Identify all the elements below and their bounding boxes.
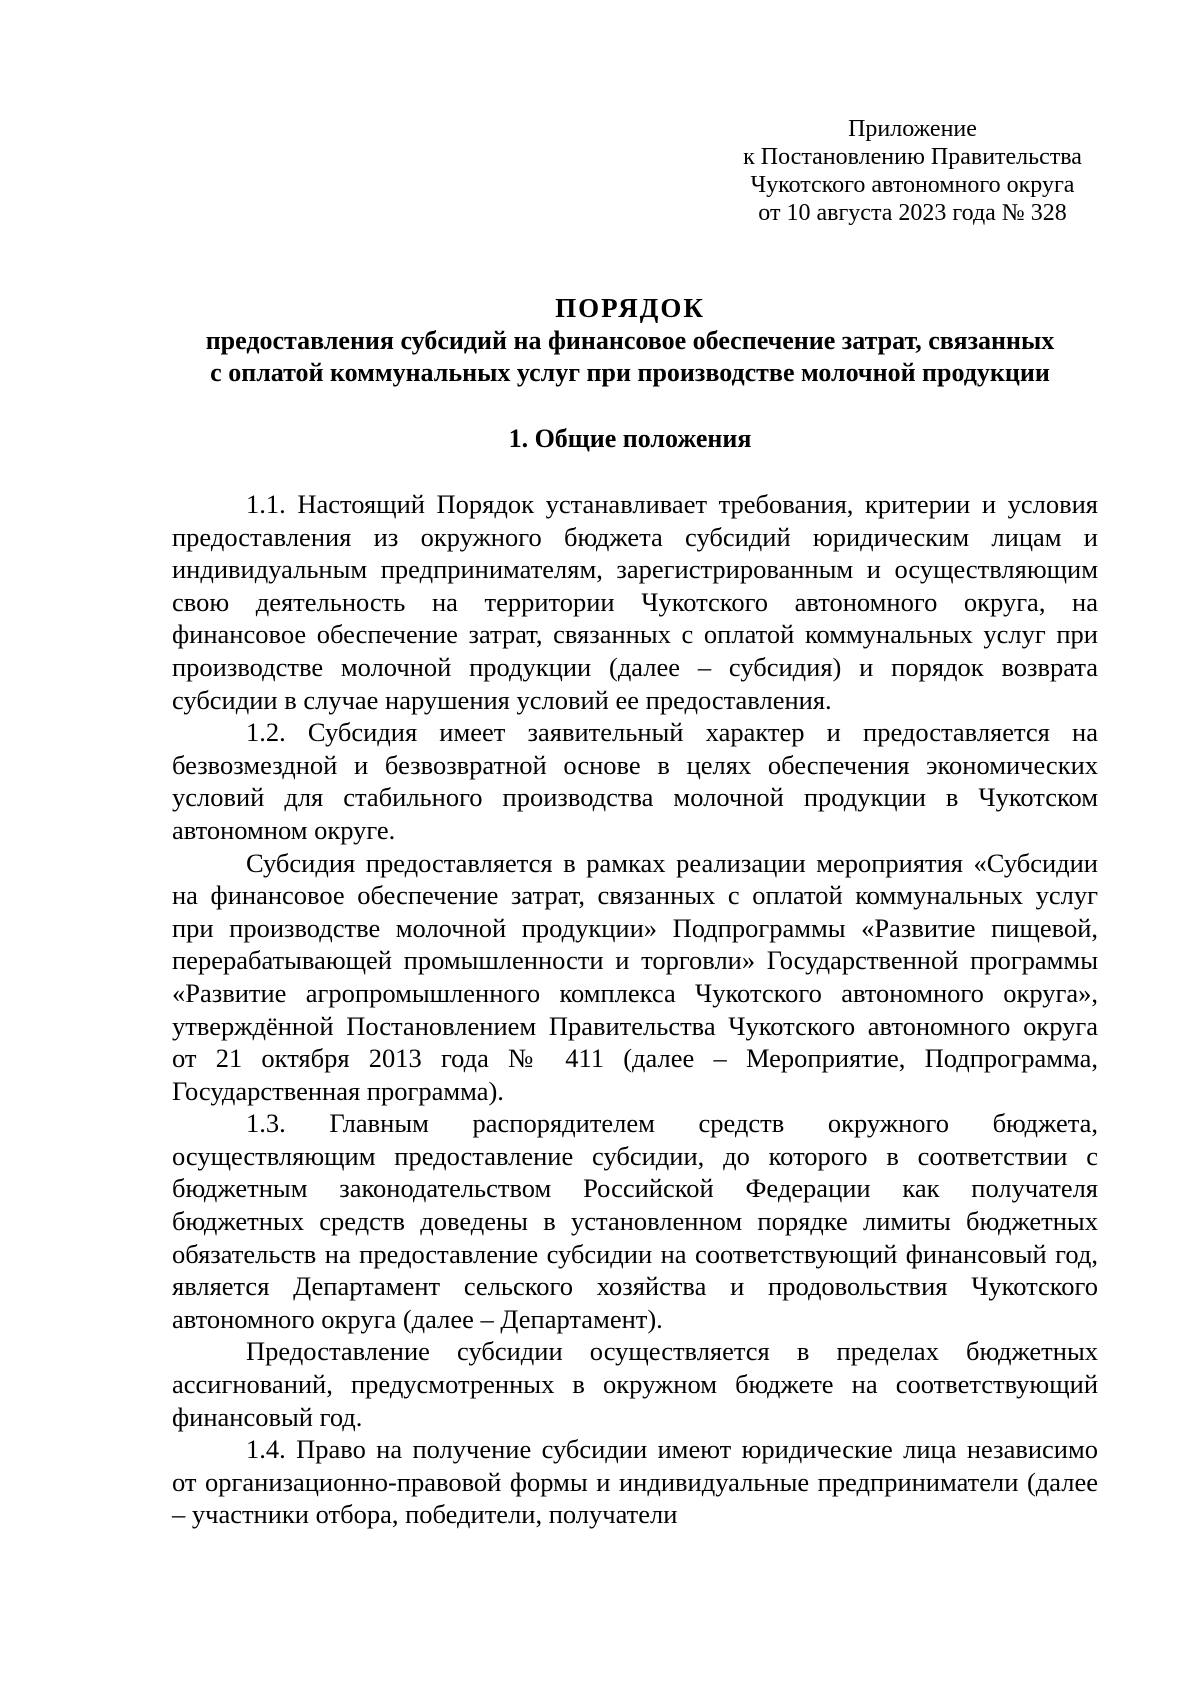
paragraph: Субсидия предоставляется в рамках реализации мероприятия «Субсидии на финансовое обеспечение затрат, связанных с оплатой коммунальных услуг при производстве молочной продукции» Подпрограммы «Развитие пищевой, перерабатывающей промышленности и торговли» Государственной программы «Развитие агропромышленного комплекса Чукотского автономного округа», утверждённой Постановлением Правительства Чукотского автономного округа от 21 октября 2013 года № 411 (далее – Мероприятие, Подпрограмма, Государственная программа).	[172, 847, 1098, 1106]
paragraph: Предоставление субсидии осуществляется в пределах бюджетных ассигнований, предусмотренных в окружном бюджете на соответствующий финансовый год.	[172, 1336, 1098, 1432]
document-subtitle	[170, 325, 1090, 389]
paragraph: 1.2. Субсидия имеет заявительный характер и предоставляется на безвозмездной и безвозвратной основе в целях обеспечения экономических условий для стабильного производства молочной продукции в Чукотском автономном округе.	[172, 717, 1098, 845]
approval-block	[740, 115, 1085, 227]
approval-line: к Постановлению Правительства	[743, 144, 1082, 170]
subtitle-line: с оплатой коммунальных услуг при производстве молочной продукции	[210, 358, 1050, 387]
paragraph: 1.1. Настоящий Порядок устанавливает требования, критерии и условия предоставления из окружного бюджета субсидий юридическим лицам и индивидуальным предпринимателям, зарегистрированным и осуществляющим свою деятельность на территории Чукотского автономного округа, на финансовое обеспечение затрат, связанных с оплатой коммунальных услуг при производстве молочной продукции (далее – субсидия) и порядок возврата субсидии в случае нарушения условий ее предоставления.	[172, 489, 1098, 715]
section-heading: 1. Общие положения	[508, 424, 752, 453]
paragraph: 1.3. Главным распорядителем средств окружного бюджета, осуществляющим предоставление субсидии, до которого в соответствии с бюджетным законодательством Российской Федерации как получателя бюджетных средств доведены в установленном порядке лимиты бюджетных обязательств на предоставление субсидии на соответствующий финансовый год, является Департамент сельского хозяйства и продовольствия Чукотского автономного округа (далее – Департамент).	[172, 1108, 1098, 1334]
subtitle-line: предоставления субсидий на финансовое обеспечение затрат, связанных	[205, 326, 1055, 355]
approval-line: Чукотского автономного округа	[750, 172, 1075, 198]
approval-line: от 10 августа 2023 года № 328	[758, 200, 1067, 226]
paragraph: 1.4. Право на получение субсидии имеют юридические лица независимо от организационно-правовой формы и индивидуальные предприниматели (далее – участники отбора, победители, получатели	[172, 1434, 1098, 1530]
approval-line: Приложение	[848, 116, 977, 142]
document-body	[172, 488, 1098, 1531]
document-title: ПОРЯДОК	[555, 293, 705, 323]
